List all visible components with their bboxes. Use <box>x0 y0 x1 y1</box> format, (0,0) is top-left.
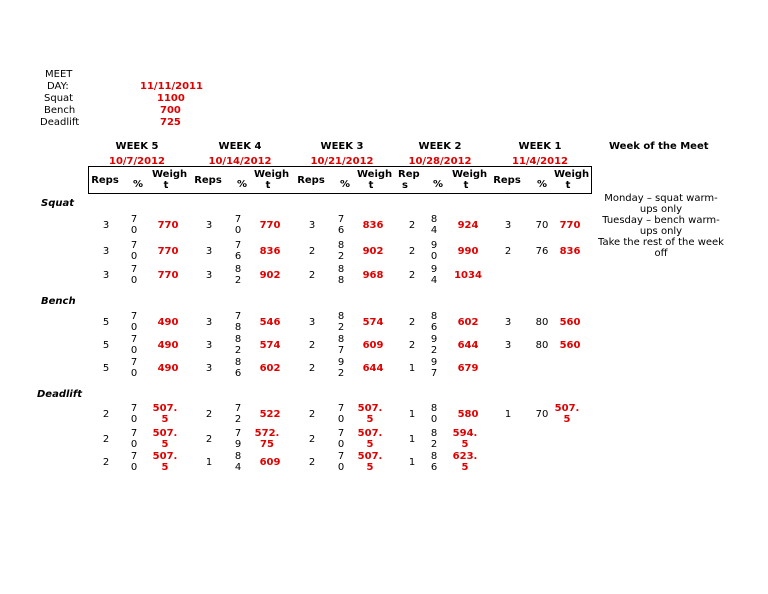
header-weight: Weigh t <box>357 169 393 191</box>
weight-cell: 507.5 <box>357 451 383 473</box>
reps-cell: 3 <box>205 246 213 257</box>
header-percent: % <box>133 179 144 190</box>
weight-cell: 490 <box>157 340 179 351</box>
reps-cell: 2 <box>308 457 316 468</box>
weight-cell: 679 <box>457 363 479 374</box>
reps-cell: 3 <box>504 220 512 231</box>
percent-cell: 80 <box>430 403 438 425</box>
reps-cell: 3 <box>504 340 512 351</box>
reps-cell: 2 <box>408 220 416 231</box>
header-reps: Reps <box>493 175 521 186</box>
reps-cell: 3 <box>308 220 316 231</box>
meet-week-title: Week of the Meet <box>609 141 709 152</box>
weight-cell: 990 <box>457 246 479 257</box>
percent-cell: 82 <box>234 264 242 286</box>
reps-cell: 2 <box>308 270 316 281</box>
weight-cell: 574 <box>362 317 384 328</box>
week-date: 11/4/2012 <box>511 156 568 167</box>
percent-cell: 86 <box>234 357 242 379</box>
week-title: WEEK 2 <box>418 141 462 152</box>
percent-cell: 82 <box>430 428 438 450</box>
week-date: 10/7/2012 <box>108 156 165 167</box>
percent-cell: 70 <box>130 214 138 236</box>
percent-cell: 70 <box>337 403 345 425</box>
header-percent: % <box>433 179 444 190</box>
reps-cell: 2 <box>205 409 213 420</box>
reps-cell: 3 <box>205 340 213 351</box>
meet-deadlift-label: Deadlift <box>40 117 80 128</box>
weight-cell: 560 <box>559 317 581 328</box>
weight-cell: 507.5 <box>357 428 383 450</box>
weight-cell: 644 <box>362 363 384 374</box>
meet-deadlift-value: 725 <box>160 117 181 128</box>
weight-cell: 507.5 <box>152 403 178 425</box>
reps-cell: 2 <box>408 340 416 351</box>
meet-squat-value: 1100 <box>157 93 185 104</box>
percent-cell: 70 <box>130 403 138 425</box>
weight-cell: 902 <box>362 246 384 257</box>
header-percent: % <box>537 179 548 190</box>
weight-cell: 968 <box>362 270 384 281</box>
percent-cell: 70 <box>130 334 138 356</box>
weight-cell: 770 <box>157 270 179 281</box>
reps-cell: 3 <box>102 270 110 281</box>
percent-cell: 79 <box>234 428 242 450</box>
weight-cell: 546 <box>259 317 281 328</box>
percent-cell: 80 <box>535 340 549 351</box>
reps-cell: 2 <box>308 340 316 351</box>
percent-cell: 70 <box>130 311 138 333</box>
weight-cell: 836 <box>362 220 384 231</box>
percent-cell: 70 <box>337 451 345 473</box>
reps-cell: 3 <box>205 270 213 281</box>
reps-cell: 1 <box>408 363 416 374</box>
reps-cell: 2 <box>308 363 316 374</box>
week-title: WEEK 4 <box>218 141 262 152</box>
percent-cell: 76 <box>337 214 345 236</box>
percent-cell: 92 <box>430 334 438 356</box>
percent-cell: 70 <box>130 240 138 262</box>
meet-date: 11/11/2011 <box>140 81 203 92</box>
lift-label-deadlift: Deadlift <box>37 389 82 400</box>
percent-cell: 82 <box>337 311 345 333</box>
percent-cell: 70 <box>234 214 242 236</box>
weight-cell: 609 <box>362 340 384 351</box>
weight-cell: 507.5 <box>554 403 580 425</box>
lift-label-bench: Bench <box>41 296 76 307</box>
weight-cell: 770 <box>559 220 581 231</box>
percent-cell: 72 <box>234 403 242 425</box>
week-date: 10/14/2012 <box>208 156 272 167</box>
percent-cell: 92 <box>337 357 345 379</box>
meet-note: Tuesday – bench warm-ups only <box>602 215 720 237</box>
meet-note: Take the rest of the week off <box>598 237 724 259</box>
reps-cell: 3 <box>205 363 213 374</box>
reps-cell: 1 <box>408 434 416 445</box>
weight-cell: 507.5 <box>357 403 383 425</box>
reps-cell: 2 <box>308 409 316 420</box>
reps-cell: 2 <box>408 246 416 257</box>
percent-cell: 97 <box>430 357 438 379</box>
week-date: 10/21/2012 <box>310 156 374 167</box>
reps-cell: 3 <box>308 317 316 328</box>
week-title: WEEK 3 <box>320 141 364 152</box>
weight-cell: 522 <box>259 409 281 420</box>
header-weight: Weigh t <box>554 169 590 191</box>
percent-cell: 84 <box>430 214 438 236</box>
reps-cell: 5 <box>102 340 110 351</box>
percent-cell: 78 <box>234 311 242 333</box>
reps-cell: 3 <box>102 220 110 231</box>
header-reps: Reps <box>91 175 119 186</box>
reps-cell: 2 <box>308 434 316 445</box>
reps-cell: 1 <box>504 409 512 420</box>
reps-cell: 5 <box>102 317 110 328</box>
reps-cell: 2 <box>308 246 316 257</box>
reps-cell: 2 <box>408 270 416 281</box>
reps-cell: 1 <box>205 457 213 468</box>
weight-cell: 602 <box>457 317 479 328</box>
percent-cell: 70 <box>337 428 345 450</box>
header-percent: % <box>340 179 351 190</box>
reps-cell: 3 <box>205 220 213 231</box>
percent-cell: 90 <box>430 240 438 262</box>
weight-cell: 609 <box>259 457 281 468</box>
meet-bench-label: Bench <box>44 105 76 116</box>
weight-cell: 602 <box>259 363 281 374</box>
reps-cell: 3 <box>205 317 213 328</box>
reps-cell: 3 <box>504 317 512 328</box>
weight-cell: 490 <box>157 317 179 328</box>
weight-cell: 594.5 <box>452 428 478 450</box>
weight-cell: 560 <box>559 340 581 351</box>
percent-cell: 82 <box>337 240 345 262</box>
weight-cell: 770 <box>259 220 281 231</box>
reps-cell: 2 <box>102 409 110 420</box>
weight-cell: 574 <box>259 340 281 351</box>
week-title: WEEK 1 <box>518 141 562 152</box>
percent-cell: 86 <box>430 451 438 473</box>
percent-cell: 82 <box>234 334 242 356</box>
reps-cell: 5 <box>102 363 110 374</box>
percent-cell: 88 <box>337 264 345 286</box>
percent-cell: 80 <box>535 317 549 328</box>
weight-cell: 572.75 <box>254 428 280 450</box>
weight-cell: 902 <box>259 270 281 281</box>
header-weight: Weigh t <box>452 169 488 191</box>
weight-cell: 770 <box>157 220 179 231</box>
weight-cell: 644 <box>457 340 479 351</box>
meet-bench-value: 700 <box>160 105 181 116</box>
percent-cell: 84 <box>234 451 242 473</box>
percent-cell: 87 <box>337 334 345 356</box>
header-reps: Reps <box>297 175 325 186</box>
percent-cell: 76 <box>234 240 242 262</box>
reps-cell: 1 <box>408 409 416 420</box>
reps-cell: 2 <box>102 434 110 445</box>
meet-label: MEET <box>45 69 73 80</box>
percent-cell: 70 <box>130 264 138 286</box>
reps-cell: 2 <box>205 434 213 445</box>
percent-cell: 94 <box>430 264 438 286</box>
weight-cell: 770 <box>157 246 179 257</box>
header-percent: % <box>237 179 248 190</box>
lift-label-squat: Squat <box>41 198 75 209</box>
percent-cell: 76 <box>535 246 549 257</box>
weight-cell: 924 <box>457 220 479 231</box>
reps-cell: 1 <box>408 457 416 468</box>
reps-cell: 3 <box>102 246 110 257</box>
weight-cell: 490 <box>157 363 179 374</box>
week-title: WEEK 5 <box>115 141 159 152</box>
percent-cell: 70 <box>535 220 549 231</box>
header-weight: Weigh t <box>254 169 290 191</box>
weight-cell: 507.5 <box>152 451 178 473</box>
percent-cell: 70 <box>535 409 549 420</box>
weight-cell: 623.5 <box>452 451 478 473</box>
weight-cell: 836 <box>259 246 281 257</box>
percent-cell: 70 <box>130 357 138 379</box>
weight-cell: 836 <box>559 246 581 257</box>
header-reps: Rep s <box>398 169 420 191</box>
reps-cell: 2 <box>504 246 512 257</box>
reps-cell: 2 <box>102 457 110 468</box>
meet-note: Monday – squat warm-ups only <box>604 193 718 215</box>
meet-day-label: DAY: <box>47 81 69 92</box>
percent-cell: 86 <box>430 311 438 333</box>
header-reps: Reps <box>194 175 222 186</box>
reps-cell: 2 <box>408 317 416 328</box>
percent-cell: 70 <box>130 451 138 473</box>
week-date: 10/28/2012 <box>408 156 472 167</box>
weight-cell: 1034 <box>454 270 482 281</box>
percent-cell: 70 <box>130 428 138 450</box>
header-weight: Weigh t <box>152 169 188 191</box>
meet-squat-label: Squat <box>44 93 74 104</box>
weight-cell: 507.5 <box>152 428 178 450</box>
weight-cell: 580 <box>457 409 479 420</box>
